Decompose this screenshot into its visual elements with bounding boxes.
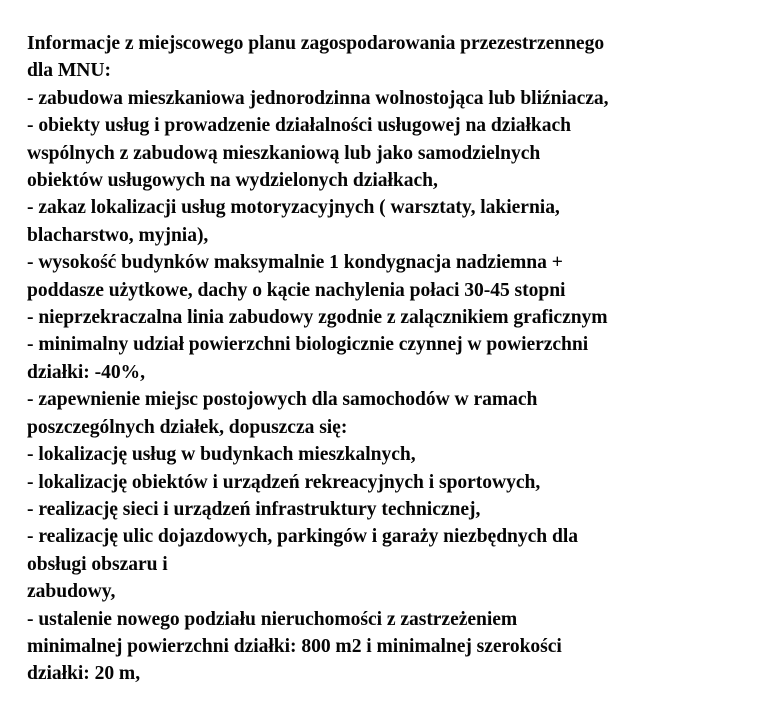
- document-line: - lokalizację obiektów i urządzeń rekreacyjnych i sportowych,: [27, 471, 541, 493]
- document-line: blacharstwo, myjnia),: [27, 224, 209, 246]
- document-line: - ustalenie nowego podziału nieruchomości z zastrzeżeniem: [27, 608, 518, 630]
- document-text-block: [27, 30, 742, 688]
- document-line: - realizację sieci i urządzeń infrastruktury technicznej,: [27, 498, 481, 520]
- document-line: dla MNU:: [27, 60, 111, 82]
- document-line: - nieprzekraczalna linia zabudowy zgodnie z zalącznikiem graficznym: [27, 307, 608, 329]
- document-line: - lokalizację usług w budynkach mieszkalnych,: [27, 444, 416, 466]
- document-line: obsługi obszaru i: [27, 553, 168, 575]
- document-line: - minimalny udział powierzchni biologicznie czynnej w powierzchni: [27, 334, 589, 356]
- document-line: wspólnych z zabudową mieszkaniową lub jako samodzielnych: [27, 142, 541, 164]
- document-line: Informacje z miejscowego planu zagospodarowania przezestrzennego: [27, 33, 605, 54]
- document-line: - zakaz lokalizacji usług motoryzacyjnych ( warsztaty, lakiernia,: [27, 197, 560, 219]
- document-line: - obiekty usług i prowadzenie działalności usługowej na działkach: [27, 115, 571, 137]
- document-line: minimalnej powierzchni działki: 800 m2 i minimalnej szerokości: [27, 635, 562, 657]
- document-line: poddasze użytkowe, dachy o kącie nachylenia połaci 30-45 stopni: [27, 279, 566, 301]
- document-line: zabudowy,: [27, 581, 116, 603]
- document-line: poszczególnych działek, dopuszcza się:: [27, 416, 348, 438]
- document-line: działki: -40%,: [27, 361, 145, 383]
- document-line: - wysokość budynków maksymalnie 1 kondygnacja nadziemna +: [27, 252, 563, 274]
- document-line: - zabudowa mieszkaniowa jednorodzinna wolnostojąca lub bliźniacza,: [27, 87, 609, 109]
- document-line: - zapewnienie miejsc postojowych dla samochodów w ramach: [27, 389, 538, 411]
- document-line: działki: 20 m,: [27, 663, 141, 685]
- document-line: obiektów usługowych na wydzielonych działkach,: [27, 170, 438, 192]
- document-line: - realizację ulic dojazdowych, parkingów i garaży niezbędnych dla: [27, 526, 578, 548]
